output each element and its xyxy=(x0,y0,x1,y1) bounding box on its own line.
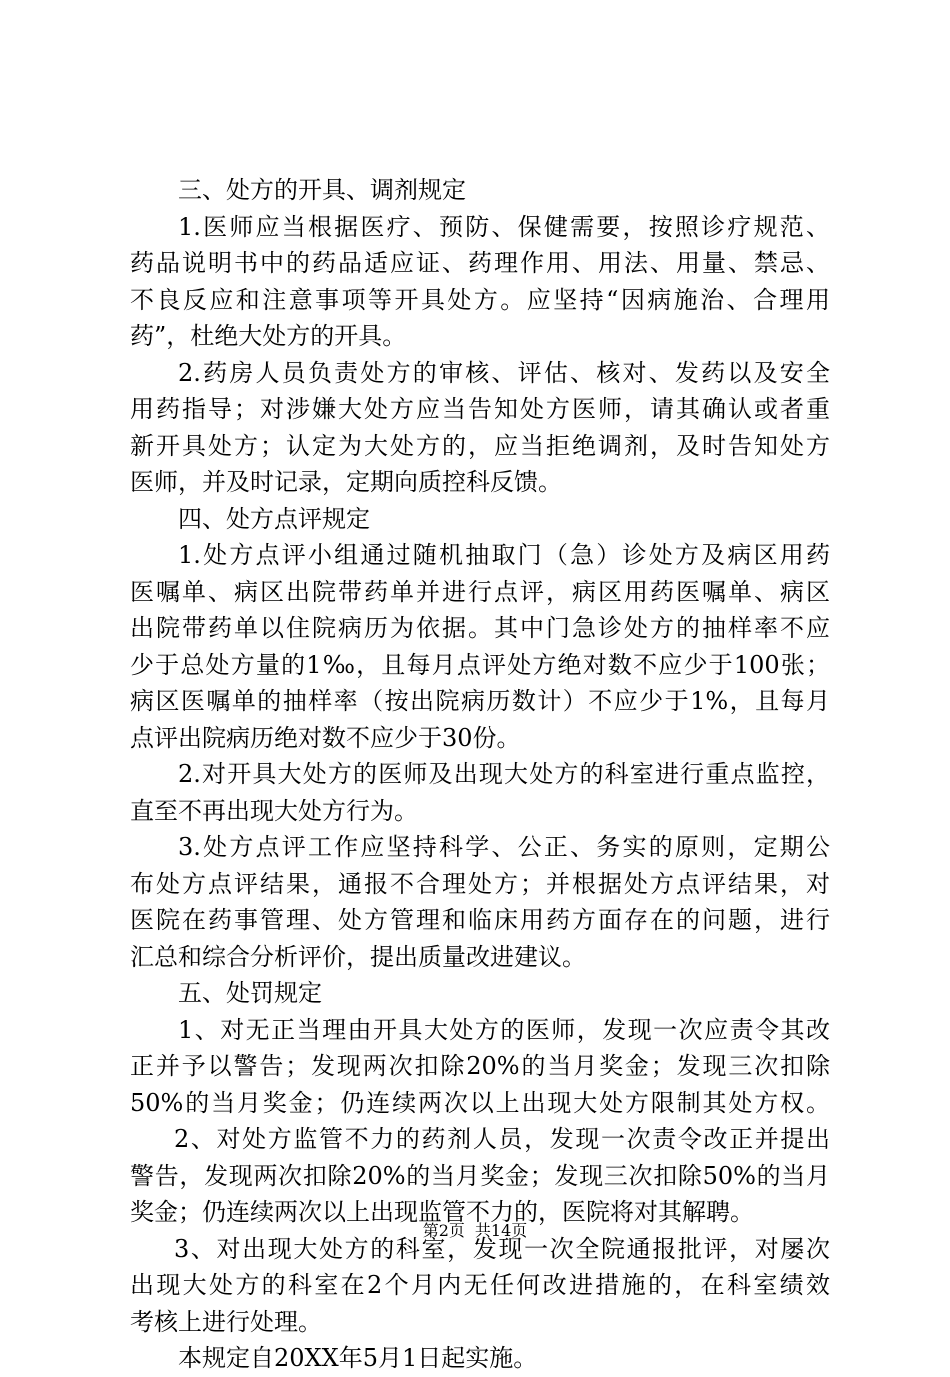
paragraph-line: 出现大处方的科室在2个月内无任何改进措施的，在科室绩效 xyxy=(130,1271,830,1299)
paragraph-line: 奖金；仍连续两次以上出现监管不力的，医院将对其解聘。 xyxy=(130,1198,754,1226)
section-heading: 五、处罚规定 xyxy=(178,979,322,1007)
paragraph-line: 3.处方点评工作应坚持科学、公正、务实的原则，定期公 xyxy=(178,833,830,861)
paragraph-line: 50%的当月奖金；仍连续两次以上出现大处方限制其处方权。 xyxy=(130,1088,830,1117)
paragraph-line: 考核上进行处理。 xyxy=(130,1307,322,1336)
paragraph-line: 2.药房人员负责处方的审核、评估、核对、发药以及安全 xyxy=(178,358,830,387)
paragraph-line: 2、对处方监管不力的药剂人员，发现一次责令改正并提出 xyxy=(174,1125,830,1153)
paragraph-line: 布处方点评结果，通报不合理处方；并根据处方点评结果，对 xyxy=(130,869,830,898)
page-footer xyxy=(0,1218,950,1241)
paragraph-line: 出院带药单以住院病历为依据。其中门急诊处方的抽样率不应 xyxy=(130,614,830,642)
paragraph-line: 点评出院病历绝对数不应少于30份。 xyxy=(130,723,521,752)
paragraph-line: 用药指导；对涉嫌大处方应当告知处方医师，请其确认或者重 xyxy=(130,395,830,423)
document-body xyxy=(130,172,830,1377)
paragraph-line: 不良反应和注意事项等开具处方。应坚持“因病施治、合理用 xyxy=(130,285,830,314)
paragraph-line: 少于总处方量的1‰，且每月点评处方绝对数不应少于100张； xyxy=(130,650,830,679)
paragraph-line: 正并予以警告；发现两次扣除20%的当月奖金；发现三次扣除 xyxy=(130,1052,830,1080)
paragraph-line: 医嘱单、病区出院带药单并进行点评，病区用药医嘱单、病区 xyxy=(130,577,830,606)
section-heading: 四、处方点评规定 xyxy=(178,504,370,533)
paragraph-line: 1.处方点评小组通过随机抽取门（急）诊处方及病区用药 xyxy=(178,541,830,569)
paragraph-line: 直至不再出现大处方行为。 xyxy=(130,796,418,825)
paragraph-line: 药”，杜绝大处方的开具。 xyxy=(130,322,407,350)
page-number: 第2页 xyxy=(422,1221,465,1240)
paragraph-line: 3、对出现大处方的科室，发现一次全院通报批评，对屡次 xyxy=(174,1234,830,1263)
section-heading: 三、处方的开具、调剂规定 xyxy=(178,176,466,204)
paragraph-line: 医院在药事管理、处方管理和临床用药方面存在的问题，进行 xyxy=(130,906,830,934)
paragraph-line: 警告，发现两次扣除20%的当月奖金；发现三次扣除50%的当月 xyxy=(130,1161,830,1190)
paragraph-line: 病区医嘱单的抽样率（按出院病历数计）不应少于1%，且每月 xyxy=(130,687,830,715)
page-total: 共14页 xyxy=(474,1221,528,1240)
paragraph-line: 1.医师应当根据医疗、预防、保健需要，按照诊疗规范、 xyxy=(178,212,830,241)
paragraph-line: 汇总和综合分析评价，提出质量改进建议。 xyxy=(130,942,586,971)
closing-line: 本规定自20XX年5月1日起实施。 xyxy=(178,1344,538,1372)
paragraph-line: 药品说明书中的药品适应证、药理作用、用法、用量、禁忌、 xyxy=(130,249,830,277)
paragraph-line: 2.对开具大处方的医师及出现大处方的科室进行重点监控， xyxy=(178,760,830,788)
paragraph-line: 新开具处方；认定为大处方的，应当拒绝调剂，及时告知处方 xyxy=(130,431,830,460)
paragraph-line: 1、对无正当理由开具大处方的医师，发现一次应责令其改 xyxy=(178,1015,830,1044)
paragraph-line: 医师，并及时记录，定期向质控科反馈。 xyxy=(130,468,562,496)
